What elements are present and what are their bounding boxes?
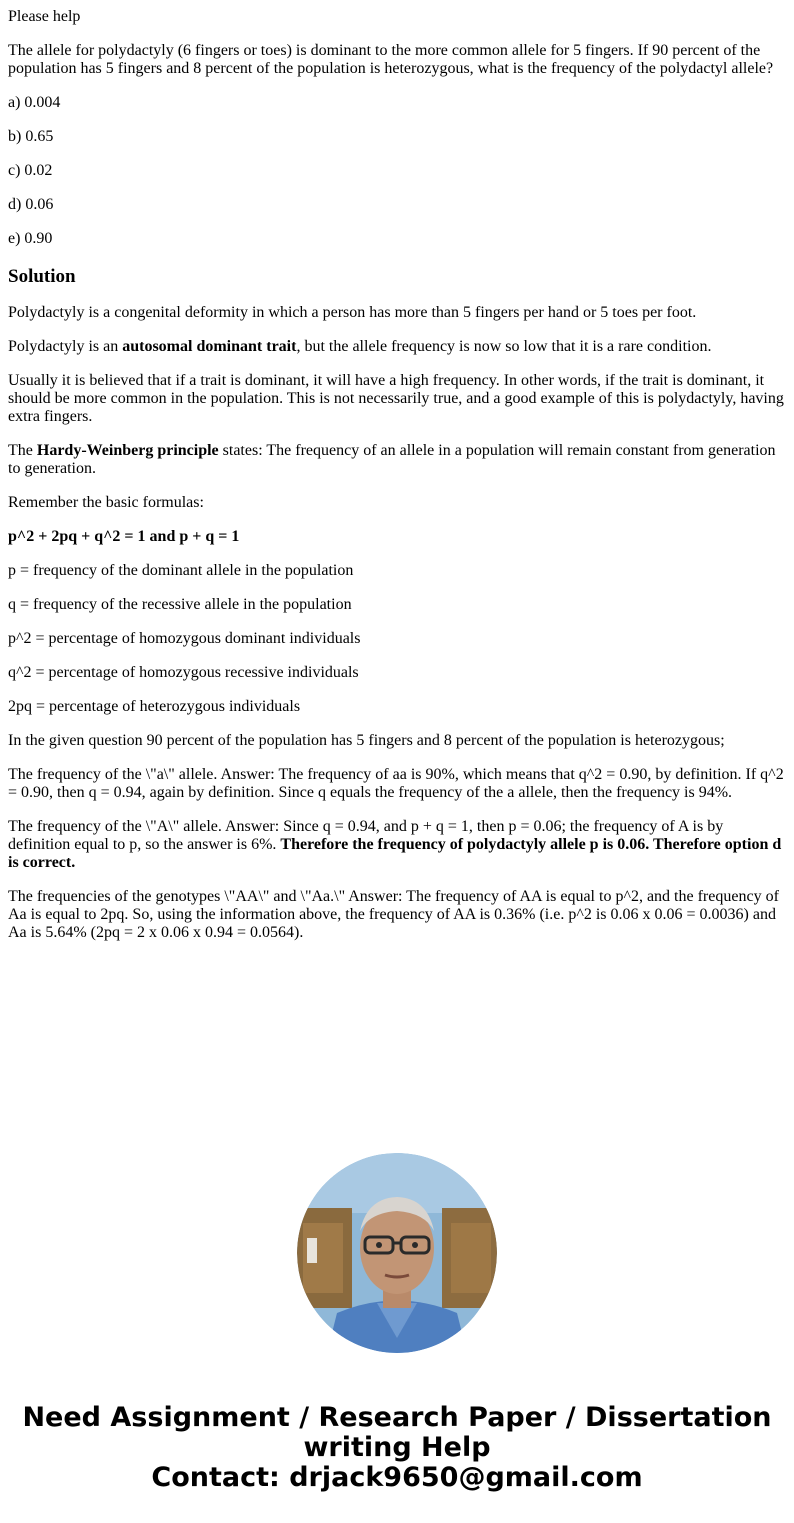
contact-email: Contact: drjack9650@gmail.com bbox=[151, 1462, 643, 1493]
solution-paragraph-9: The frequencies of the genotypes \"AA\" and \"Aa.\" Answer: The frequency of AA is equal to p^2, and the frequency of Aa is equal to 2pq. So, using the information above, the frequency of AA is 0.36% (i.e. p^2 is 0.06 x 0.06 = 0.0036) and Aa is 5.64% (2pq = 2 x 0.06 x 0.94 = 0.0564). bbox=[8, 888, 779, 941]
banner-line-2: writing Help bbox=[303, 1432, 491, 1463]
footer-banner bbox=[0, 1403, 794, 1493]
document-body bbox=[8, 0, 784, 958]
definition-q: q = frequency of the recessive allele in the population bbox=[8, 596, 352, 613]
solution-heading: Solution bbox=[8, 266, 76, 287]
answer-statement: Therefore the frequency of polydactyly allele p is 0.06. Therefore option d is correct. bbox=[8, 836, 782, 871]
solution-paragraph-7: The frequency of the \"a\" allele. Answer: The frequency of aa is 90%, which means that q^2 = 0.90, by definition. If q^2 = 0.90, then q = 0.94, again by definition. Since q equals the frequency of the a allele, then the frequency is 94%. bbox=[8, 766, 784, 801]
solution-paragraph-2: Polydactyly is an autosomal dominant trait, but the allele frequency is now so low that it is a rare condition. bbox=[8, 338, 712, 355]
author-photo bbox=[297, 1153, 497, 1353]
option-a: a) 0.004 bbox=[8, 94, 61, 111]
author-avatar bbox=[297, 1153, 497, 1353]
definition-p: p = frequency of the dominant allele in the population bbox=[8, 562, 354, 579]
question-title: Please help bbox=[8, 8, 81, 25]
option-e: e) 0.90 bbox=[8, 230, 53, 247]
question-text: The allele for polydactyly (6 fingers or toes) is dominant to the more common allele for 5 fingers. If 90 percent of the population has 5 fingers and 8 percent of the population is heterozygous, what is the frequency of the polydactyl allele? bbox=[8, 42, 774, 77]
solution-paragraph-8: The frequency of the \"A\" allele. Answer: Since q = 0.94, and p + q = 1, then p = 0.06; the frequency of A is by definition equal to p, so the answer is 6%. Therefore the frequency of polydactyly allele p is 0.06. Therefore option d is correct. bbox=[8, 818, 782, 871]
solution-paragraph-5: Remember the basic formulas: bbox=[8, 494, 204, 511]
solution-paragraph-1: Polydactyly is a congenital deformity in which a person has more than 5 fingers per hand or 5 toes per foot. bbox=[8, 304, 697, 321]
option-c: c) 0.02 bbox=[8, 162, 53, 179]
formula: p^2 + 2pq + q^2 = 1 and p + q = 1 bbox=[8, 528, 240, 545]
solution-paragraph-4: The Hardy-Weinberg principle states: The frequency of an allele in a population will remain constant from generation to generation. bbox=[8, 442, 776, 477]
definition-2pq: 2pq = percentage of heterozygous individuals bbox=[8, 698, 301, 715]
definition-p2: p^2 = percentage of homozygous dominant individuals bbox=[8, 630, 361, 647]
solution-paragraph-6: In the given question 90 percent of the population has 5 fingers and 8 percent of the population is heterozygous; bbox=[8, 732, 725, 749]
bold-term: Hardy-Weinberg principle bbox=[36, 442, 219, 459]
bold-term: autosomal dominant trait bbox=[122, 338, 297, 355]
option-d: d) 0.06 bbox=[8, 196, 54, 213]
solution-paragraph-3: Usually it is believed that if a trait is dominant, it will have a high frequency. In other words, if the trait is dominant, it should be more common in the population. This is not necessarily true, and a good example of this is polydactyly, having extra fingers. bbox=[8, 372, 784, 425]
option-b: b) 0.65 bbox=[8, 128, 54, 145]
definition-q2: q^2 = percentage of homozygous recessive individuals bbox=[8, 664, 359, 681]
banner-line-1: Need Assignment / Research Paper / Dissertation bbox=[22, 1402, 772, 1433]
